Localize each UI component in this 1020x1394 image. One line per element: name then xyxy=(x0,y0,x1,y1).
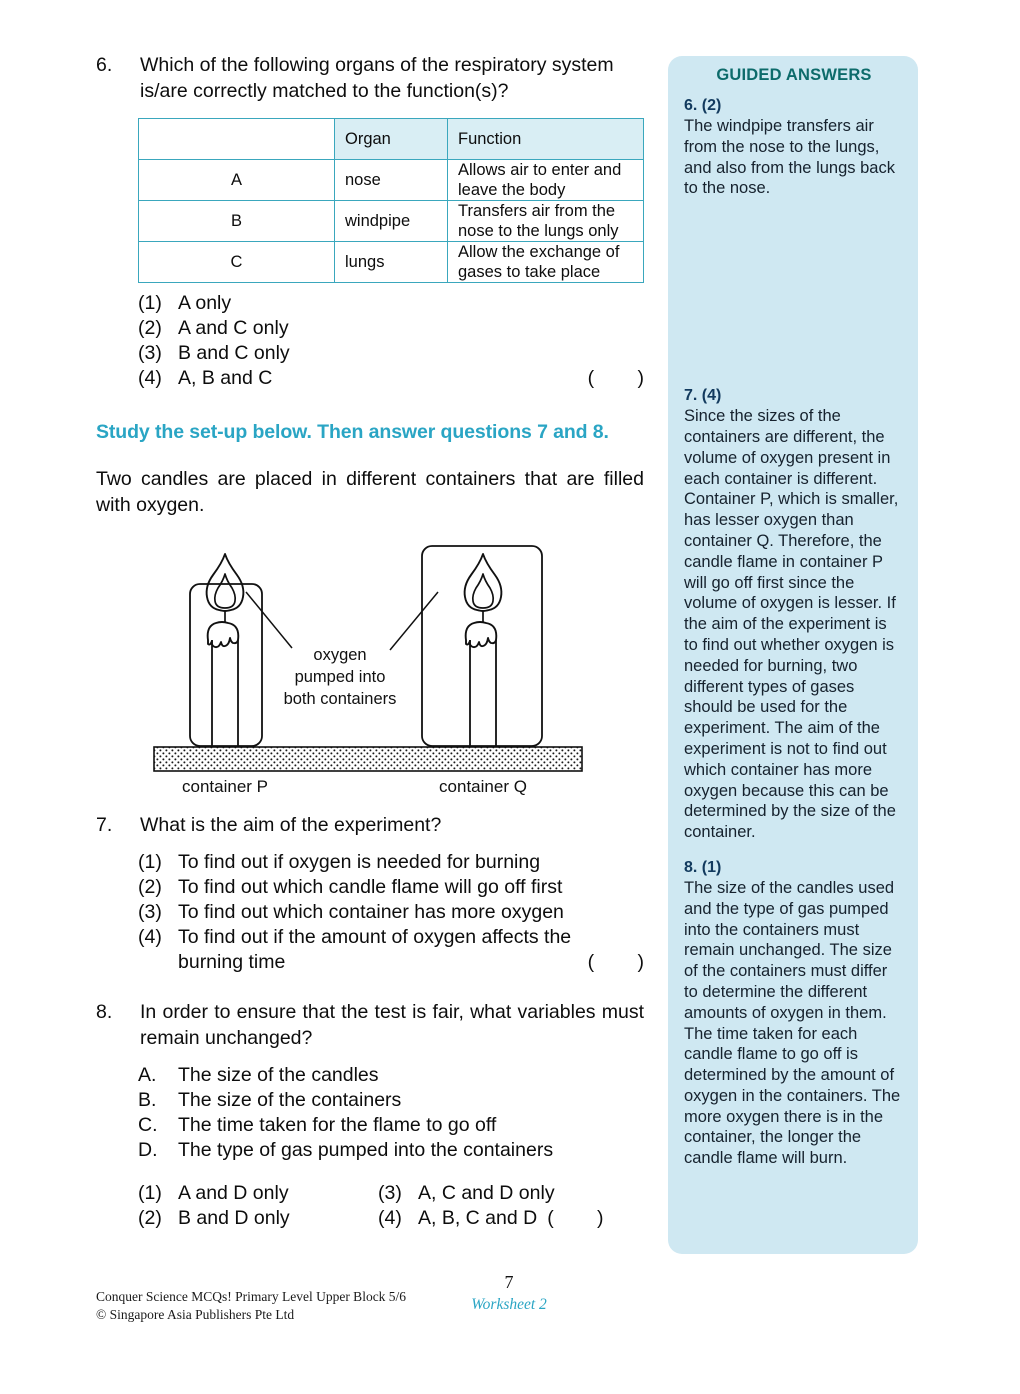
container-q-label: container Q xyxy=(439,777,527,796)
question-8-text: In order to ensure that the test is fair, what variables must remain unchanged? xyxy=(140,1001,644,1049)
option-7-4-label: (4) xyxy=(138,926,162,948)
option-6-1-label: (1) xyxy=(138,292,162,314)
worksheet-label: Worksheet 2 xyxy=(471,1296,547,1313)
footer-copyright-line: © Singapore Asia Publishers Pte Ltd xyxy=(96,1307,295,1322)
question-8-options-row-2 xyxy=(138,1206,644,1231)
statement-c-text: The time taken for the flame to go off xyxy=(178,1114,497,1136)
option-7-1-label: (1) xyxy=(138,851,162,873)
question-7-options xyxy=(138,850,644,975)
option-8-4-label: (4) xyxy=(378,1207,402,1229)
question-6-text: Which of the following organs of the respiratory system is/are correctly matched to the function(s)? xyxy=(140,54,614,102)
candle-experiment-diagram xyxy=(150,530,590,800)
row-letter-c: C xyxy=(139,242,335,283)
option-7-2[interactable] xyxy=(138,875,644,900)
annotation-line-2: pumped into xyxy=(294,668,386,686)
candle-p-body xyxy=(212,640,238,746)
sidebar-spacer-1 xyxy=(684,199,904,385)
guided-answer-7-head: 7. (4) xyxy=(684,387,722,405)
option-8-3-label: (3) xyxy=(378,1182,402,1204)
option-6-4-label: (4) xyxy=(138,367,162,389)
table-row xyxy=(139,160,644,201)
option-6-4-text: A, B and C xyxy=(178,367,273,389)
option-8-3-text: A, C and D only xyxy=(418,1182,555,1204)
guided-answers-title: GUIDED ANSWERS xyxy=(716,66,872,84)
footer-credits xyxy=(96,1288,406,1324)
organ-function-table xyxy=(138,118,644,283)
option-7-4[interactable] xyxy=(138,925,644,950)
row-letter-a: A xyxy=(139,160,335,201)
table-row xyxy=(139,201,644,242)
guided-answer-7-body: Since the sizes of the containers are different, the volume of oxygen present in each container is different. Container P, which is smaller, has lesser oxygen than container Q. Therefore, the candle flame in container P will go off first since the volume of oxygen is lesser. If the aim of the experiment is to find out whether oxygen is needed for burning, two different types of gases should be used for the experiment. The aim of the experiment is not to find out which container has more oxygen because this can be determined by the size of the container. xyxy=(684,407,899,842)
option-8-1-text: A and D only xyxy=(178,1182,289,1204)
question-6 xyxy=(96,52,644,104)
question-6-options xyxy=(138,291,644,391)
answer-box-7[interactable]: ( ) xyxy=(587,951,644,973)
row-organ-b: windpipe xyxy=(335,201,448,242)
option-6-3-label: (3) xyxy=(138,342,162,364)
guided-answer-6-head: 6. (2) xyxy=(684,97,722,114)
guided-answer-6 xyxy=(684,95,904,199)
option-8-4-text: A, B, C and D xyxy=(418,1207,538,1229)
statement-a-label: A. xyxy=(138,1064,157,1086)
page-number: 7 xyxy=(504,1272,514,1292)
candle-p-wax-drip xyxy=(208,622,239,647)
footer-title-line: Conquer Science MCQs! Primary Level Upper Block 5/6 xyxy=(96,1289,407,1304)
option-8-4[interactable] xyxy=(378,1206,537,1231)
candle-q-wax-drip xyxy=(466,622,497,647)
question-8-number: 8. xyxy=(96,1001,113,1023)
option-7-3-text: To find out which container has more oxygen xyxy=(178,901,564,923)
candle-p-flame-inner xyxy=(215,574,235,608)
question-7-text: What is the aim of the experiment? xyxy=(140,814,442,836)
question-7-number: 7. xyxy=(96,814,113,836)
statement-d xyxy=(138,1138,644,1163)
candle-q-flame-outer xyxy=(465,554,502,611)
stippled-base xyxy=(154,747,582,771)
table-corner-cell xyxy=(139,119,335,160)
row-function-b: Transfers air from the nose to the lungs only xyxy=(448,201,644,242)
option-8-1[interactable] xyxy=(138,1181,378,1206)
statement-b-label: B. xyxy=(138,1089,157,1111)
option-7-3[interactable] xyxy=(138,900,644,925)
annotation-line-1: oxygen xyxy=(313,646,367,664)
option-7-4-continuation xyxy=(138,950,644,975)
option-6-1[interactable] xyxy=(138,291,644,316)
sidebar-spacer-2 xyxy=(684,843,904,857)
statement-b xyxy=(138,1088,644,1113)
container-p-label: container P xyxy=(182,777,268,796)
row-function-a: Allows air to enter and leave the body xyxy=(448,160,644,201)
leader-line-left xyxy=(246,592,292,648)
row-function-c: Allow the exchange of gases to take place xyxy=(448,242,644,283)
statement-d-text: The type of gas pumped into the containers xyxy=(178,1139,554,1161)
option-7-3-label: (3) xyxy=(138,901,162,923)
option-6-4[interactable] xyxy=(138,366,644,391)
row-organ-c: lungs xyxy=(335,242,448,283)
option-7-2-label: (2) xyxy=(138,876,162,898)
guided-answer-8-head: 8. (1) xyxy=(684,858,722,876)
table-header-row xyxy=(139,119,644,160)
statement-d-label: D. xyxy=(138,1139,158,1161)
candle-q-flame-inner xyxy=(473,574,493,608)
organ-function-table-wrapper xyxy=(138,118,644,283)
row-organ-a: nose xyxy=(335,160,448,201)
option-6-2[interactable] xyxy=(138,316,644,341)
guided-answer-7 xyxy=(684,385,904,843)
question-7 xyxy=(96,812,644,838)
question-6-number: 6. xyxy=(96,54,113,76)
answer-box-8[interactable]: ( ) xyxy=(547,1207,604,1229)
option-7-4-text: To find out if the amount of oxygen affects the xyxy=(178,926,572,948)
option-8-3[interactable] xyxy=(378,1181,555,1206)
candle-q xyxy=(465,554,502,746)
lead-in-stem: Two candles are placed in different containers that are filled with oxygen. xyxy=(96,468,644,516)
statement-b-text: The size of the containers xyxy=(178,1089,402,1111)
question-column xyxy=(96,52,644,518)
guided-answer-6-body: The windpipe transfers air from the nose to the lungs, and also from the lungs back to the nose. xyxy=(684,117,895,198)
option-6-3-text: B and C only xyxy=(178,342,290,364)
candle-p xyxy=(207,554,244,746)
question-8-options-row-1 xyxy=(138,1181,644,1206)
table-row xyxy=(139,242,644,283)
option-8-2-text: B and D only xyxy=(178,1207,290,1229)
row-letter-b: B xyxy=(139,201,335,242)
option-6-3[interactable] xyxy=(138,341,644,366)
table-header-organ: Organ xyxy=(335,119,448,160)
option-8-1-label: (1) xyxy=(138,1182,162,1204)
guided-answers-panel xyxy=(668,56,918,1254)
answer-box-6[interactable]: ( ) xyxy=(587,367,644,389)
statement-a-text: The size of the candles xyxy=(178,1064,379,1086)
candle-diagram-svg xyxy=(150,530,590,800)
leader-line-right xyxy=(390,592,438,650)
statement-a xyxy=(138,1063,644,1088)
option-7-1-text: To find out if oxygen is needed for burning xyxy=(178,851,541,873)
option-8-2-label: (2) xyxy=(138,1207,162,1229)
statement-c xyxy=(138,1113,644,1138)
option-7-1[interactable] xyxy=(138,850,644,875)
candle-p-flame-outer xyxy=(207,554,244,611)
table-header-function: Function xyxy=(448,119,644,160)
question-8-options xyxy=(138,1181,644,1231)
option-6-2-text: A and C only xyxy=(178,317,289,339)
statement-c-label: C. xyxy=(138,1114,158,1136)
questions-7-8-column xyxy=(96,812,644,1231)
candle-q-body xyxy=(470,640,496,746)
guided-answer-8 xyxy=(684,857,904,1169)
question-8 xyxy=(96,999,644,1051)
lead-in-heading: Study the set-up below. Then answer questions 7 and 8. xyxy=(96,421,609,443)
question-8-statements xyxy=(138,1063,644,1163)
option-7-2-text: To find out which candle flame will go off first xyxy=(178,876,563,898)
option-7-4-continuation-text: burning time xyxy=(178,951,286,973)
option-6-2-label: (2) xyxy=(138,317,162,339)
option-6-1-text: A only xyxy=(178,292,232,314)
annotation-line-3: both containers xyxy=(283,690,397,708)
option-8-2[interactable] xyxy=(138,1206,378,1231)
guided-answer-8-body: The size of the candles used and the type of gas pumped into the containers must remain unchanged. The size of the containers must differ to determine the different amounts of oxygen in them. The time taken for each candle flame to go off is determined by the amount of oxygen in the containers. The more oxygen there is in the container, the longer the candle flame will burn. xyxy=(684,878,901,1168)
